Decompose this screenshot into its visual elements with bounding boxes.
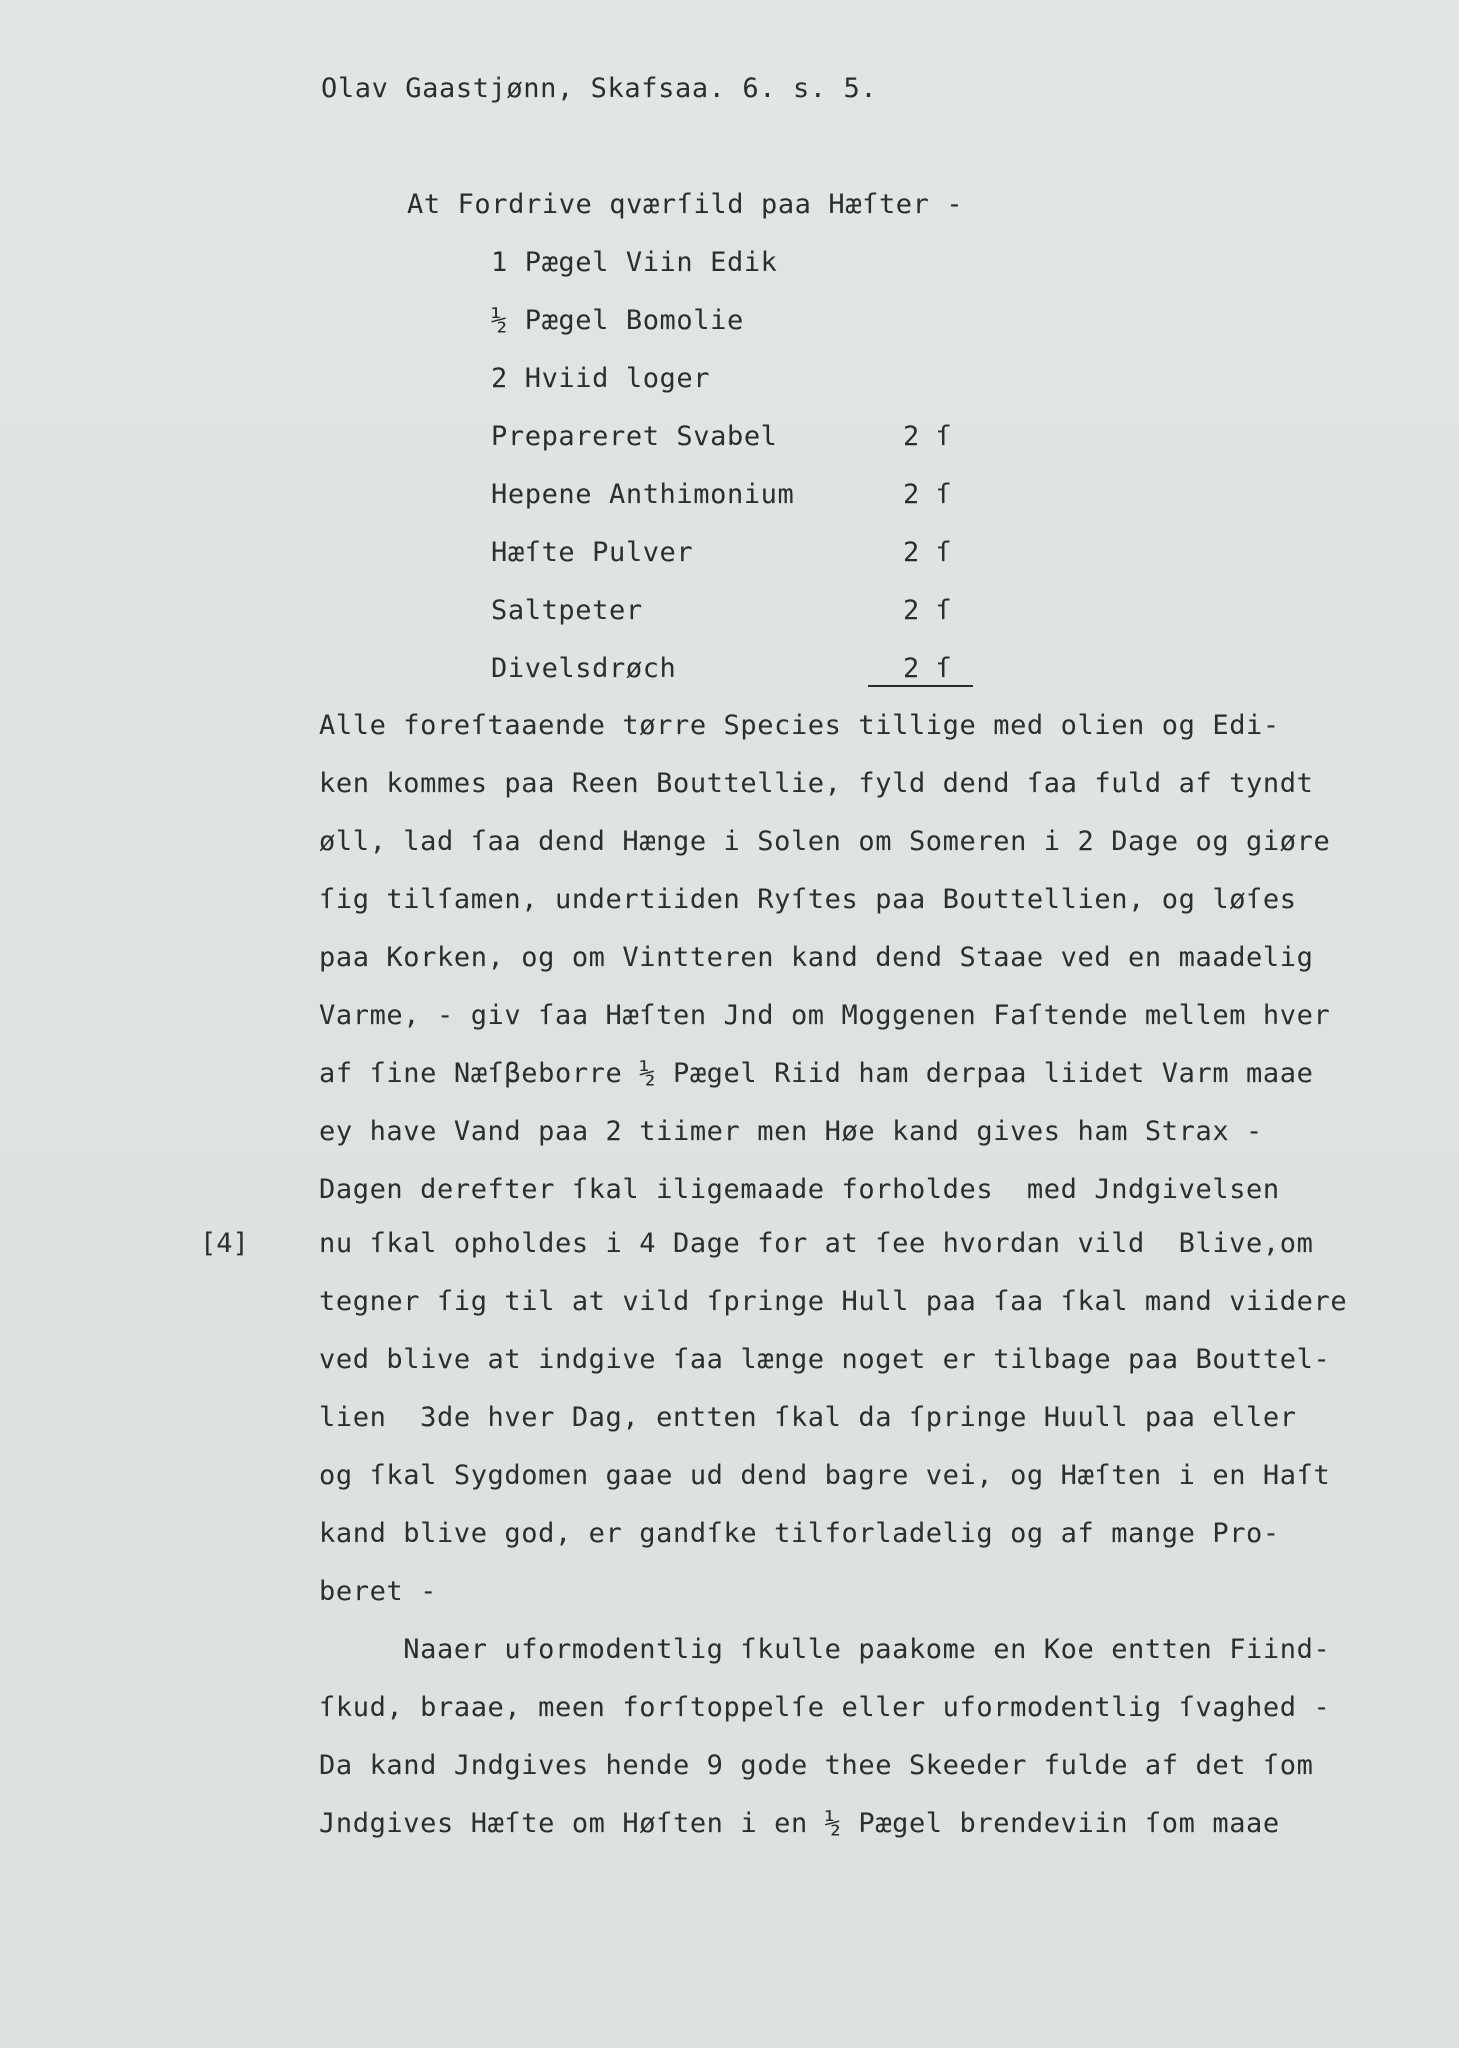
ingredient-qty: 2 ſ — [903, 595, 952, 626]
body-line: Naaer uformodentlig ſkulle paakome en Koe entten Fiind- — [319, 1634, 1331, 1665]
body-line: tegner ſig til at vild ſpringe Hull paa ſaa ſkal mand viidere — [319, 1286, 1348, 1317]
body-line: og ſkal Sygdomen gaae ud dend bagre vei, og Hæſten i en Haſt — [319, 1460, 1331, 1491]
body-line: ved blive at indgive ſaa længe noget er tilbage paa Bouttel- — [319, 1344, 1331, 1375]
ingredient-name: ½ Pægel Bomolie — [491, 305, 744, 336]
body-line: Da kand Jndgives hende 9 gode thee Skeeder fulde af det ſom — [319, 1750, 1314, 1781]
ingredient-name: Hepene Anthimonium — [491, 479, 795, 510]
body-line: nu ſkal opholdes i 4 Dage for at ſee hvordan vild Blive,om — [319, 1228, 1314, 1259]
body-line: beret - — [319, 1576, 437, 1607]
recipe-title: At Fordrive qværſild paa Hæſter - — [407, 189, 964, 220]
body-line: lien 3de hver Dag, entten ſkal da ſpringe Huull paa eller — [319, 1402, 1297, 1433]
body-line: paa Korken, og om Vintteren kand dend Staae ved en maadelig — [319, 942, 1314, 973]
margin-page-number: [4] — [200, 1228, 249, 1259]
ingredient-name: Saltpeter — [491, 595, 643, 626]
body-line: ey have Vand paa 2 tiimer men Høe kand gives ham Strax - — [319, 1116, 1263, 1147]
ingredient-qty: 2 ſ — [903, 537, 952, 568]
body-line: Varme, - giv ſaa Hæſten Jnd om Moggenen Faſtende mellem hver — [319, 1000, 1331, 1031]
body-line: Dagen derefter ſkal iligemaade forholdes med Jndgivelsen — [319, 1174, 1280, 1205]
body-line: kand blive god, er gandſke tilforladelig og af mange Pro- — [319, 1518, 1280, 1549]
ingredient-qty: 2 ſ — [903, 421, 952, 452]
body-line: af ſine Næſβeborre ½ Pægel Riid ham derpaa liidet Varm maae — [319, 1058, 1314, 1089]
ingredient-name: Prepareret Svabel — [491, 421, 778, 452]
body-line: øll, lad ſaa dend Hænge i Solen om Someren i 2 Dage og giøre — [319, 826, 1331, 857]
ingredient-name: 2 Hviid loger — [491, 363, 711, 394]
page-heading: Olav Gaastjønn, Skafsaa. 6. s. 5. — [321, 73, 878, 104]
body-line: Jndgives Hæſte om Høſten i en ½ Pægel brendeviin ſom maae — [319, 1808, 1280, 1839]
body-line: ken kommes paa Reen Bouttellie, fyld dend ſaa fuld af tyndt — [319, 768, 1314, 799]
ingredient-name: Divelsdrøch — [491, 653, 677, 684]
ingredient-qty: 2 ſ — [903, 479, 952, 510]
ingredient-qty: 2 ſ — [903, 653, 952, 684]
ingredient-name: Hæſte Pulver — [491, 537, 694, 568]
ingredient-name: 1 Pægel Viin Edik — [491, 247, 778, 278]
body-line: ſig tilſamen, undertiiden Ryſtes paa Bouttellien, og løſes — [319, 884, 1297, 915]
body-line: ſkud, braae, meen forſtoppelſe eller uformodentlig ſvaghed - — [319, 1692, 1331, 1723]
body-line: Alle foreſtaaende tørre Species tillige med olien og Edi- — [319, 710, 1280, 741]
sum-underline — [868, 685, 973, 687]
